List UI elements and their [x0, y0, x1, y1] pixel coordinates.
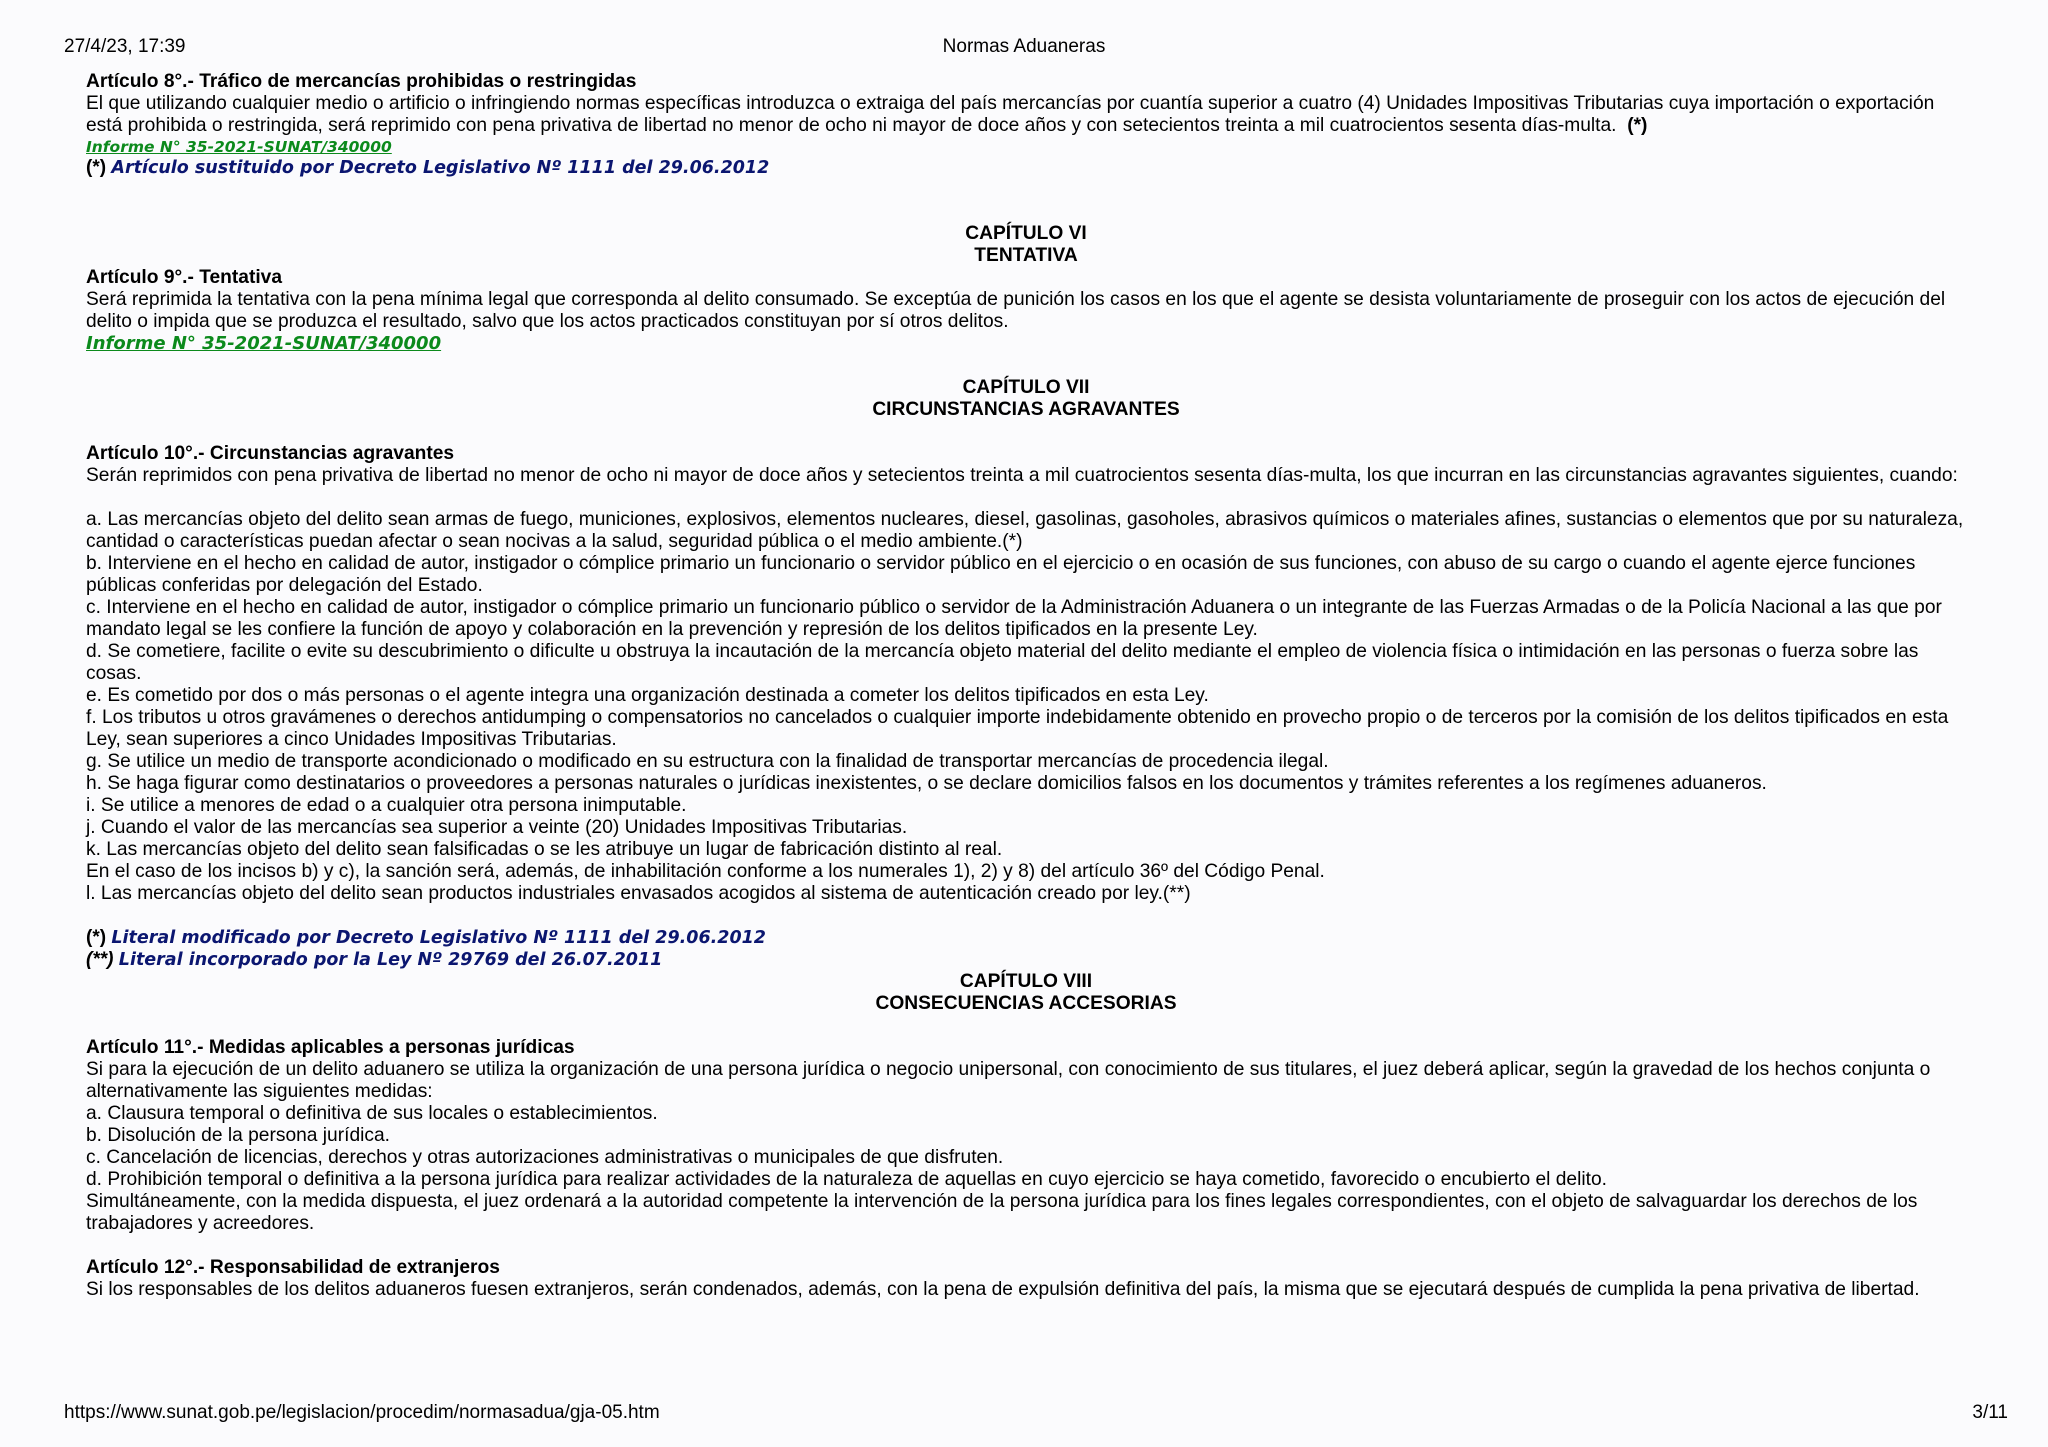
- page-number: 3/11: [1972, 1402, 2008, 1423]
- chapter-7-name: CIRCUNSTANCIAS AGRAVANTES: [872, 399, 1180, 420]
- article-11-line: d. Prohibición temporal o definitiva a la persona jurídica para realizar actividades de la naturaleza de aquellas en cuyo ejercicio se haya cometido, favorecido o encubierto el delito.: [86, 1169, 1607, 1190]
- chapter-6-number: CAPÍTULO VI: [965, 223, 1087, 244]
- list-item: a. Las mercancías objeto del delito sean armas de fuego, municiones, explosivos, elementos nucleares, diesel, gasolinas, gasoholes, abrasivos químicos o materiales afines, sustancias o elementos que por su naturaleza, cantidad o características puedan afectar o sean nocivas a la salud, seguridad pública o el medio ambiente.(*): [86, 509, 1964, 552]
- list-item: c. Interviene en el hecho en calidad de autor, instigador o cómplice primario un funcionario público o servidor de la Administración Aduanera o un integrante de las Fuerzas Armadas o de la Policía Nacional a las que por mandato legal se les confiere la función de apoyo y colaboración en la prevención y represión de los delitos tipificados en la presente Ley.: [86, 597, 1942, 640]
- chapter-8-name: CONSECUENCIAS ACCESORIAS: [875, 993, 1177, 1014]
- article-8-star: (*): [1627, 115, 1648, 136]
- list-item: e. Es cometido por dos o más personas o el agente integra una organización destinada a cometer los delitos tipificados en esta Ley.: [86, 685, 1209, 706]
- list-item: g. Se utilice un medio de transporte acondicionado o modificado en su estructura con la finalidad de transportar mercancías de procedencia ilegal.: [86, 751, 1329, 772]
- informe-link-art9[interactable]: Informe N° 35-2021-SUNAT/340000: [86, 333, 442, 354]
- list-item: j. Cuando el valor de las mercancías sea superior a veinte (20) Unidades Impositivas Tributarias.: [86, 817, 908, 838]
- list-item: k. Las mercancías objeto del delito sean falsificadas o se les atribuye un lugar de fabricación distinto al real.: [86, 839, 1003, 860]
- note-mark: (**): [86, 949, 114, 970]
- article-10-intro: Serán reprimidos con pena privativa de libertad no menor de ocho ni mayor de doce años y setecientos treinta a mil cuatrocientos sesenta días-multa, los que incurran en las circunstancias agravantes siguientes, cuando:: [86, 465, 1958, 486]
- article-9-text: Será reprimida la tentativa con la pena mínima legal que corresponda al delito consumado. Se exceptúa de punición los casos en los que el agente se desista voluntariamente de proseguir con los actos de ejecución del delito o impida que se produzca el resultado, salvo que los actos practicados constituyan por sí otros delitos.: [86, 289, 1946, 332]
- article-8-body: El que utilizando cualquier medio o artificio o infringiendo normas específicas introduzca o extraiga del país mercancías por cuantía superior a cuatro (4) Unidades Impositivas Tributarias cuya importación o exportación está prohibida o restringida, será reprimido con pena privativa de libertad no menor de ocho ni mayor de doce años y con setecientos treinta a mil cuatrocientos sesenta días-multa.: [86, 93, 1935, 136]
- chapter-6-name: TENTATIVA: [974, 245, 1078, 266]
- article-11-line: c. Cancelación de licencias, derechos y otras autorizaciones administrativas o municipales de que disfruten.: [86, 1147, 1004, 1168]
- article-11-title: Artículo 11°.- Medidas aplicables a personas jurídicas: [86, 1037, 575, 1058]
- print-url: https://www.sunat.gob.pe/legislacion/procedim/normasadua/gja-05.htm: [64, 1402, 660, 1423]
- document-body: [86, 71, 1966, 1301]
- list-item: d. Se cometiere, facilite o evite su descubrimiento o dificulte u obstruya la incautación de la mercancía objeto material del delito mediante el empleo de violencia física o intimidación en las personas o fuerza sobre las cosas.: [86, 641, 1919, 684]
- article-10-items: [86, 509, 1966, 905]
- article-11-line: a. Clausura temporal o definitiva de sus locales o establecimientos.: [86, 1103, 658, 1124]
- note-mark: (*): [86, 157, 107, 178]
- list-item: f. Los tributos u otros gravámenes o derechos antidumping o compensatorios no cancelados o cualquier importe indebidamente obtenido en provecho propio o de terceros por la comisión de los delitos tipificados en esta Ley, sean superiores a cinco Unidades Impositivas Tributarias.: [86, 707, 1949, 750]
- list-item: h. Se haga figurar como destinatarios o proveedores a personas naturales o jurídicas inexistentes, o se declare domicilios falsos en los documentos y trámites referentes a los regímenes aduaneros.: [86, 773, 1767, 794]
- article-11-line: Si para la ejecución de un delito aduanero se utiliza la organización de una persona jurídica o negocio unipersonal, con conocimiento de sus titulares, el juez deberá aplicar, según la gravedad de los hechos conjunta o alternativamente las siguientes medidas:: [86, 1059, 1931, 1102]
- note-text: Literal modificado por Decreto Legislativo Nº 1111 del 29.06.2012: [111, 928, 766, 948]
- note-text: Artículo sustituido por Decreto Legislativo Nº 1111 del 29.06.2012: [111, 158, 770, 178]
- article-11-line: b. Disolución de la persona jurídica.: [86, 1125, 390, 1146]
- article-12-text: Si los responsables de los delitos aduaneros fuesen extranjeros, serán condenados, además, con la pena de expulsión definitiva del país, la misma que se ejecutará después de cumplida la pena privativa de libertad.: [86, 1279, 1920, 1300]
- article-10-note-1: [86, 927, 1966, 949]
- list-item: b. Interviene en el hecho en calidad de autor, instigador o cómplice primario un funcionario o servidor público en el ejercicio o en ocasión de sus funciones, con abuso de su cargo o cuando el agente ejerce funciones públicas conferidas por delegación del Estado.: [86, 553, 1916, 596]
- article-11-line: Simultáneamente, con la medida dispuesta, el juez ordenará a la autoridad competente la intervención de la persona jurídica para los fines legales correspondientes, con el objeto de salvaguardar los derechos de los trabajadores y acreedores.: [86, 1191, 1918, 1234]
- note-text: Literal incorporado por la Ley Nº 29769 del 26.07.2011: [118, 950, 663, 970]
- chapter-7-number: CAPÍTULO VII: [962, 377, 1090, 398]
- print-page-title: Normas Aduaneras: [942, 36, 1106, 57]
- article-8-title: Artículo 8°.- Tráfico de mercancías prohibidas o restringidas: [86, 71, 637, 92]
- list-item: i. Se utilice a menores de edad o a cualquier otra persona inimputable.: [86, 795, 687, 816]
- list-item: l. Las mercancías objeto del delito sean productos industriales envasados acogidos al sistema de autenticación creado por ley.(**): [86, 883, 1191, 904]
- article-10-title: Artículo 10°.- Circunstancias agravantes: [86, 443, 455, 464]
- article-8-text: [86, 93, 1966, 137]
- list-item: En el caso de los incisos b) y c), la sanción será, además, de inhabilitación conforme a los numerales 1), 2) y 8) del artículo 36º del Código Penal.: [86, 861, 1325, 882]
- article-10-note-2: [86, 949, 1966, 971]
- informe-link-art8[interactable]: Informe N° 35-2021-SUNAT/340000: [86, 138, 392, 156]
- article-12-title: Artículo 12°.- Responsabilidad de extranjeros: [86, 1257, 500, 1278]
- note-mark: (*): [86, 927, 107, 948]
- print-datetime: 27/4/23, 17:39: [64, 36, 186, 57]
- article-8-note: [86, 157, 1966, 179]
- article-9-title: Artículo 9°.- Tentativa: [86, 267, 283, 288]
- chapter-8-number: CAPÍTULO VIII: [959, 971, 1093, 992]
